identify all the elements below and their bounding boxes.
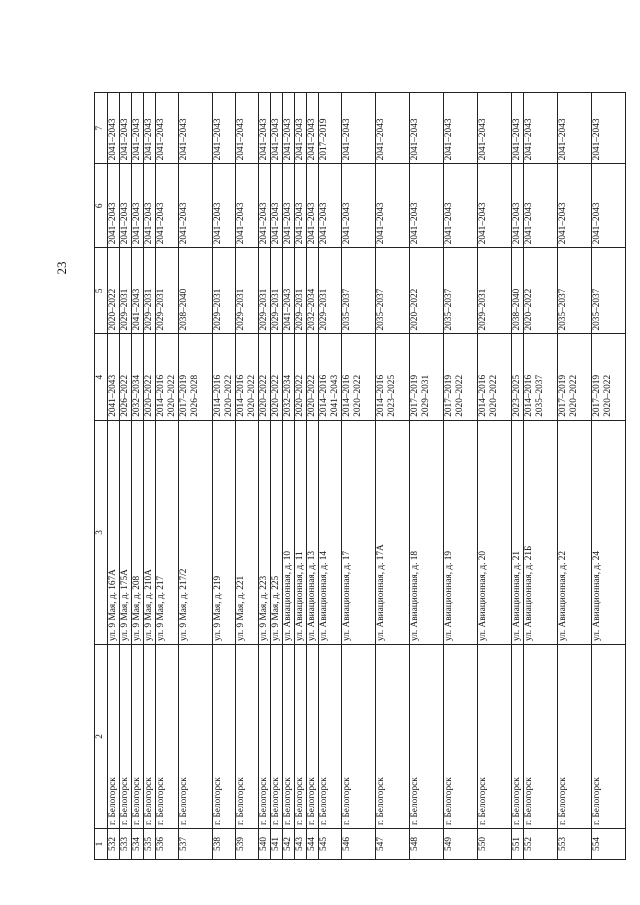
city-cell: г. Белогорск bbox=[444, 644, 478, 828]
address-cell: ул. 9 Мая, д. 217/2 bbox=[179, 420, 213, 644]
period-cell-col5: 2029–2031 bbox=[271, 248, 283, 334]
period-cell-col6: 2041–2043 bbox=[319, 164, 342, 248]
period-cell-col6: 2041–2043 bbox=[144, 164, 156, 248]
city-cell: г. Белогорск bbox=[342, 644, 376, 828]
period-cell-col6: 2041–2043 bbox=[132, 164, 144, 248]
period-line: 2020–2022 bbox=[247, 374, 257, 417]
period-line: 2014–2016 bbox=[319, 374, 329, 417]
period-line: 2029–2031 bbox=[421, 374, 431, 417]
city-cell: г. Белогорск bbox=[592, 644, 626, 828]
table-row bbox=[120, 93, 132, 860]
period-cell-col7: 2041–2043 bbox=[283, 93, 295, 164]
rotated-table-container bbox=[94, 92, 613, 860]
period-cell-col6: 2041–2043 bbox=[213, 164, 236, 248]
period-line: 2020–2022 bbox=[307, 374, 317, 417]
city-cell: г. Белогорск bbox=[478, 644, 512, 828]
row-number: 532 bbox=[108, 828, 120, 859]
period-cell-col4 bbox=[592, 334, 626, 420]
city-cell: г. Белогорск bbox=[132, 644, 144, 828]
address-cell: ул. Авиационная, д. 14 bbox=[319, 420, 342, 644]
period-cell-col6: 2041–2043 bbox=[478, 164, 512, 248]
city-cell: г. Белогорск bbox=[376, 644, 410, 828]
period-line: 2026–2022 bbox=[120, 374, 130, 417]
city-cell: г. Белогорск bbox=[259, 644, 271, 828]
period-cell-col6: 2041–2043 bbox=[342, 164, 376, 248]
period-cell-col5: 2035–2037 bbox=[558, 248, 592, 334]
header-col-1: 1 bbox=[95, 828, 108, 859]
period-cell-col7: 2041–2043 bbox=[259, 93, 271, 164]
period-cell-col6: 2041–2043 bbox=[558, 164, 592, 248]
table-row bbox=[444, 93, 478, 860]
period-cell-col7: 2041–2043 bbox=[478, 93, 512, 164]
period-line: 2014–2016 bbox=[342, 374, 352, 417]
period-cell-col5: 2020–2022 bbox=[410, 248, 444, 334]
table-row bbox=[213, 93, 236, 860]
period-cell-col6: 2041–2043 bbox=[271, 164, 283, 248]
row-number: 539 bbox=[236, 828, 259, 859]
table-row bbox=[108, 93, 120, 860]
row-number: 542 bbox=[283, 828, 295, 859]
period-cell-col6: 2041–2043 bbox=[295, 164, 307, 248]
period-cell-col5: 2029–2031 bbox=[144, 248, 156, 334]
period-cell-col7: 2041–2043 bbox=[144, 93, 156, 164]
table-row bbox=[271, 93, 283, 860]
row-number: 548 bbox=[410, 828, 444, 859]
row-number: 546 bbox=[342, 828, 376, 859]
period-cell-col6: 2041–2043 bbox=[512, 164, 524, 248]
period-cell-col5: 2035–2037 bbox=[444, 248, 478, 334]
period-cell-col4 bbox=[120, 334, 132, 420]
period-cell-col5: 2029–2031 bbox=[213, 248, 236, 334]
period-line: 2020–2022 bbox=[224, 374, 234, 417]
table-row bbox=[156, 93, 179, 860]
address-cell: ул. 9 Мая, д. 167А bbox=[108, 420, 120, 644]
period-cell-col6: 2041–2043 bbox=[259, 164, 271, 248]
period-line: 2017–2019 bbox=[592, 374, 602, 417]
period-line: 2020–2022 bbox=[144, 374, 154, 417]
header-col-5: 5 bbox=[95, 248, 108, 334]
period-line: 2023–2025 bbox=[512, 374, 522, 417]
address-cell: ул. Авиационная, д. 21 bbox=[512, 420, 524, 644]
period-cell-col7: 2041–2043 bbox=[376, 93, 410, 164]
address-cell: ул. 9 Мая, д. 208 bbox=[132, 420, 144, 644]
table-row bbox=[132, 93, 144, 860]
period-cell-col4 bbox=[478, 334, 512, 420]
address-cell: ул. Авиационная, д. 10 bbox=[283, 420, 295, 644]
period-cell-col6: 2041–2043 bbox=[444, 164, 478, 248]
period-line: 2020–2022 bbox=[271, 374, 281, 417]
period-cell-col6: 2041–2043 bbox=[236, 164, 259, 248]
city-cell: г. Белогорск bbox=[108, 644, 120, 828]
table-row bbox=[512, 93, 524, 860]
period-line: 2023–2025 bbox=[387, 374, 397, 417]
table-row bbox=[307, 93, 319, 860]
address-cell: ул. 9 Мая, д. 217 bbox=[156, 420, 179, 644]
period-line: 2017–2019 bbox=[179, 374, 189, 417]
table-row bbox=[478, 93, 512, 860]
period-cell-col4 bbox=[524, 334, 558, 420]
address-cell: ул. Авиационная, д. 17 bbox=[342, 420, 376, 644]
row-number: 540 bbox=[259, 828, 271, 859]
row-number: 547 bbox=[376, 828, 410, 859]
period-line: 2014–2016 bbox=[376, 374, 386, 417]
header-col-4: 4 bbox=[95, 334, 108, 420]
period-cell-col6: 2041–2043 bbox=[283, 164, 295, 248]
address-cell: ул. Авиационная, д. 18 bbox=[410, 420, 444, 644]
city-cell: г. Белогорск bbox=[213, 644, 236, 828]
period-cell-col4 bbox=[213, 334, 236, 420]
address-cell: ул. Авиационная, д. 13 bbox=[307, 420, 319, 644]
row-number: 549 bbox=[444, 828, 478, 859]
period-cell-col4 bbox=[271, 334, 283, 420]
city-cell: г. Белогорск bbox=[271, 644, 283, 828]
table-row bbox=[592, 93, 626, 860]
period-cell-col4 bbox=[410, 334, 444, 420]
period-cell-col4 bbox=[132, 334, 144, 420]
period-cell-col6: 2041–2043 bbox=[156, 164, 179, 248]
table-body bbox=[108, 93, 626, 860]
period-line: 2035–2037 bbox=[535, 374, 545, 417]
table-row bbox=[144, 93, 156, 860]
period-cell-col7: 2041–2043 bbox=[156, 93, 179, 164]
address-cell: ул. 9 Мая, д. 225 bbox=[271, 420, 283, 644]
row-number: 534 bbox=[132, 828, 144, 859]
row-number: 535 bbox=[144, 828, 156, 859]
address-cell: ул. 9 Мая, д. 219 bbox=[213, 420, 236, 644]
city-cell: г. Белогорск bbox=[410, 644, 444, 828]
period-cell-col4 bbox=[376, 334, 410, 420]
table-row bbox=[283, 93, 295, 860]
table-row bbox=[524, 93, 558, 860]
period-line: 2017–2019 bbox=[444, 374, 454, 417]
period-line: 2032–2034 bbox=[283, 374, 293, 417]
header-col-7: 7 bbox=[95, 93, 108, 164]
address-cell: ул. 9 Мая, д. 175А bbox=[120, 420, 132, 644]
period-cell-col6: 2041–2043 bbox=[179, 164, 213, 248]
city-cell: г. Белогорск bbox=[558, 644, 592, 828]
period-cell-col5: 2029–2031 bbox=[295, 248, 307, 334]
period-cell-col4 bbox=[444, 334, 478, 420]
row-number: 538 bbox=[213, 828, 236, 859]
address-cell: ул. Авиационная, д. 19 bbox=[444, 420, 478, 644]
period-cell-col7: 2041–2043 bbox=[120, 93, 132, 164]
period-cell-col7: 2041–2043 bbox=[179, 93, 213, 164]
period-cell-col5: 2029–2031 bbox=[120, 248, 132, 334]
period-cell-col5: 2038–2040 bbox=[512, 248, 524, 334]
row-number: 533 bbox=[120, 828, 132, 859]
address-cell: ул. Авиационная, д. 24 bbox=[592, 420, 626, 644]
period-line: 2014–2016 bbox=[213, 374, 223, 417]
period-line: 2020–2022 bbox=[455, 374, 465, 417]
address-cell: ул. Авиационная, д. 17А bbox=[376, 420, 410, 644]
period-cell-col4 bbox=[319, 334, 342, 420]
period-cell-col5: 2029–2031 bbox=[236, 248, 259, 334]
period-cell-col7: 2041–2043 bbox=[295, 93, 307, 164]
header-row bbox=[95, 93, 108, 860]
city-cell: г. Белогорск bbox=[319, 644, 342, 828]
period-line: 2014–2016 bbox=[478, 374, 488, 417]
address-cell: ул. Авиационная, д. 20 bbox=[478, 420, 512, 644]
period-cell-col7: 2041–2043 bbox=[132, 93, 144, 164]
period-line: 2041–2043 bbox=[330, 374, 340, 417]
address-cell: ул. 9 Мая, д. 210А bbox=[144, 420, 156, 644]
period-cell-col6: 2041–2043 bbox=[592, 164, 626, 248]
header-col-2: 2 bbox=[95, 644, 108, 828]
address-cell: ул. 9 Мая, д. 221 bbox=[236, 420, 259, 644]
period-cell-col7: 2017–2019 bbox=[319, 93, 342, 164]
period-cell-col5: 2038–2040 bbox=[179, 248, 213, 334]
period-line: 2014–2016 bbox=[156, 374, 166, 417]
period-cell-col6: 2041–2043 bbox=[524, 164, 558, 248]
period-cell-col5: 2029–2031 bbox=[259, 248, 271, 334]
table-row bbox=[558, 93, 592, 860]
city-cell: г. Белогорск bbox=[295, 644, 307, 828]
period-cell-col6: 2041–2043 bbox=[120, 164, 132, 248]
row-number: 541 bbox=[271, 828, 283, 859]
period-cell-col7: 2041–2043 bbox=[307, 93, 319, 164]
table-row bbox=[342, 93, 376, 860]
period-line: 2020–2022 bbox=[259, 374, 269, 417]
period-line: 2041–2043 bbox=[108, 374, 118, 417]
page-number: 23 bbox=[54, 261, 69, 275]
period-cell-col5: 2035–2037 bbox=[342, 248, 376, 334]
row-number: 550 bbox=[478, 828, 512, 859]
period-cell-col5: 2020–2022 bbox=[524, 248, 558, 334]
row-number: 553 bbox=[558, 828, 592, 859]
period-line: 2017–2019 bbox=[558, 374, 568, 417]
row-number: 544 bbox=[307, 828, 319, 859]
city-cell: г. Белогорск bbox=[524, 644, 558, 828]
row-number: 554 bbox=[592, 828, 626, 859]
row-number: 552 bbox=[524, 828, 558, 859]
period-cell-col7: 2041–2043 bbox=[592, 93, 626, 164]
period-line: 2020–2022 bbox=[569, 374, 579, 417]
period-cell-col5: 2035–2037 bbox=[592, 248, 626, 334]
row-number: 537 bbox=[179, 828, 213, 859]
period-cell-col5: 2041–2043 bbox=[132, 248, 144, 334]
city-cell: г. Белогорск bbox=[120, 644, 132, 828]
city-cell: г. Белогорск bbox=[307, 644, 319, 828]
period-cell-col4 bbox=[259, 334, 271, 420]
period-cell-col4 bbox=[144, 334, 156, 420]
table-frame bbox=[94, 92, 613, 860]
period-cell-col4 bbox=[108, 334, 120, 420]
table-row bbox=[179, 93, 213, 860]
table-row bbox=[259, 93, 271, 860]
period-line: 2014–2016 bbox=[524, 374, 534, 417]
period-cell-col4 bbox=[283, 334, 295, 420]
period-cell-col6: 2041–2043 bbox=[410, 164, 444, 248]
period-cell-col7: 2041–2043 bbox=[524, 93, 558, 164]
period-cell-col5: 2020–2022 bbox=[108, 248, 120, 334]
row-number: 545 bbox=[319, 828, 342, 859]
table-row bbox=[376, 93, 410, 860]
period-cell-col6: 2041–2043 bbox=[108, 164, 120, 248]
address-cell: ул. 9 Мая, д. 223 bbox=[259, 420, 271, 644]
row-number: 543 bbox=[295, 828, 307, 859]
period-cell-col5: 2029–2031 bbox=[478, 248, 512, 334]
table-row bbox=[295, 93, 307, 860]
header-col-6: 6 bbox=[95, 164, 108, 248]
period-cell-col7: 2041–2043 bbox=[213, 93, 236, 164]
period-cell-col7: 2041–2043 bbox=[236, 93, 259, 164]
period-line: 2032–2034 bbox=[132, 374, 142, 417]
period-cell-col5: 2029–2031 bbox=[156, 248, 179, 334]
period-cell-col5: 2029–2031 bbox=[319, 248, 342, 334]
period-cell-col5: 2041–2043 bbox=[283, 248, 295, 334]
period-cell-col7: 2041–2043 bbox=[108, 93, 120, 164]
period-cell-col4 bbox=[236, 334, 259, 420]
period-cell-col6: 2041–2043 bbox=[307, 164, 319, 248]
city-cell: г. Белогорск bbox=[236, 644, 259, 828]
row-number: 536 bbox=[156, 828, 179, 859]
row-number: 551 bbox=[512, 828, 524, 859]
address-cell: ул. Авиационная, д. 22 bbox=[558, 420, 592, 644]
period-line: 2020–2022 bbox=[353, 374, 363, 417]
period-cell-col4 bbox=[342, 334, 376, 420]
period-cell-col7: 2041–2043 bbox=[271, 93, 283, 164]
period-cell-col6: 2041–2043 bbox=[376, 164, 410, 248]
period-cell-col4 bbox=[307, 334, 319, 420]
period-cell-col4 bbox=[156, 334, 179, 420]
address-cell: ул. Авиационная, д. 21Б bbox=[524, 420, 558, 644]
period-line: 2026–2028 bbox=[190, 374, 200, 417]
period-cell-col7: 2041–2043 bbox=[410, 93, 444, 164]
city-cell: г. Белогорск bbox=[179, 644, 213, 828]
schedule-table bbox=[94, 92, 626, 860]
header-col-3: 3 bbox=[95, 420, 108, 644]
city-cell: г. Белогорск bbox=[144, 644, 156, 828]
period-line: 2014–2016 bbox=[236, 374, 246, 417]
period-line: 2020–2022 bbox=[603, 374, 613, 417]
city-cell: г. Белогорск bbox=[156, 644, 179, 828]
period-cell-col4 bbox=[295, 334, 307, 420]
period-cell-col7: 2041–2043 bbox=[558, 93, 592, 164]
city-cell: г. Белогорск bbox=[283, 644, 295, 828]
period-cell-col7: 2041–2043 bbox=[512, 93, 524, 164]
period-cell-col7: 2041–2043 bbox=[342, 93, 376, 164]
table-row bbox=[410, 93, 444, 860]
address-cell: ул. Авиационная, д. 11 bbox=[295, 420, 307, 644]
period-line: 2020–2022 bbox=[167, 374, 177, 417]
table-row bbox=[319, 93, 342, 860]
period-line: 2020–2022 bbox=[489, 374, 499, 417]
period-cell-col7: 2041–2043 bbox=[444, 93, 478, 164]
period-cell-col4 bbox=[512, 334, 524, 420]
table-row bbox=[236, 93, 259, 860]
period-cell-col4 bbox=[179, 334, 213, 420]
period-line: 2017–2019 bbox=[410, 374, 420, 417]
period-line: 2020–2022 bbox=[295, 374, 305, 417]
period-cell-col4 bbox=[558, 334, 592, 420]
period-cell-col5: 2032–2034 bbox=[307, 248, 319, 334]
period-cell-col5: 2035–2037 bbox=[376, 248, 410, 334]
city-cell: г. Белогорск bbox=[512, 644, 524, 828]
